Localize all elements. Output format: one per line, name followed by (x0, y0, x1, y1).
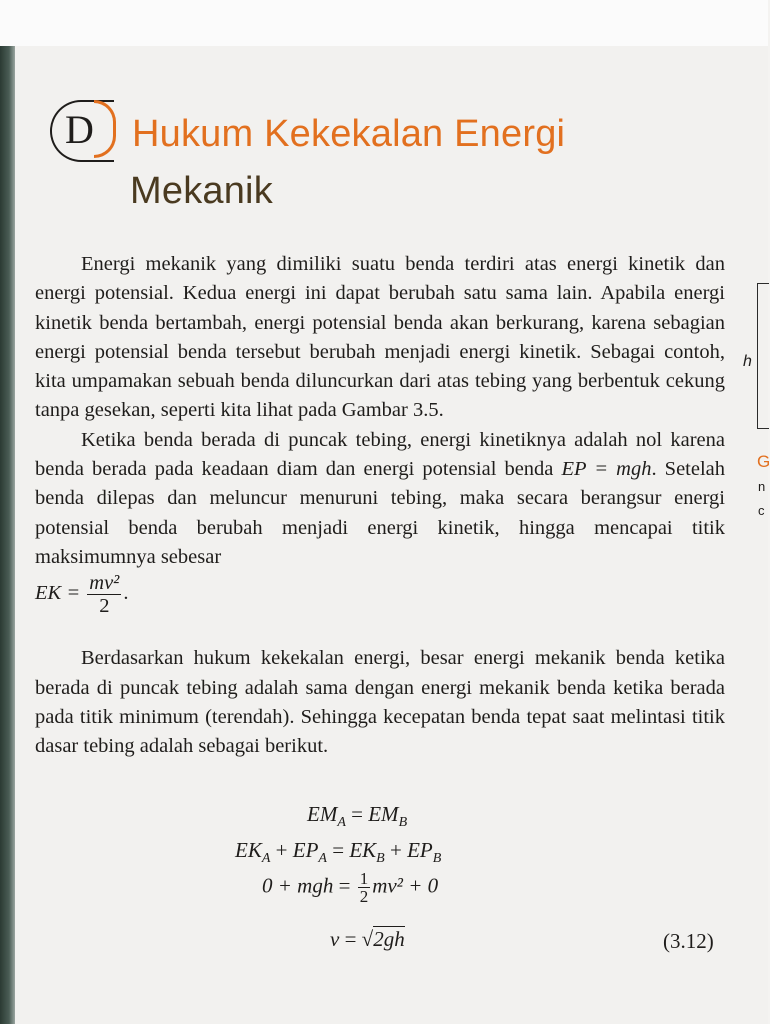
equation-2: $EK_A + EP_A = EK_B + EP_B$ (235, 838, 442, 867)
eq1-left: EM (307, 802, 338, 826)
equation-number: (3.12) (663, 929, 714, 953)
eq3-right: mv² + 0 (372, 873, 439, 898)
eq3-left: 0 + mgh (262, 873, 334, 898)
eq1-right: EM (368, 802, 399, 826)
eq2-term-d: EP (407, 838, 433, 862)
eq2-term-a: EK (235, 838, 262, 862)
ek-fraction-den: 2 (99, 595, 110, 618)
eq2-term-b-sub: A (318, 851, 327, 867)
section-title-line2: Mekanik (130, 170, 273, 212)
section-letter: D (50, 100, 114, 162)
ep-formula: EP = mgh (561, 458, 652, 481)
figure-fragment-n: n (758, 479, 766, 494)
paragraph-2-part-a: Ketika benda berada di puncak tebing, energi kinetiknya adalah nol karena benda berada pada keadaan diam dan energi potensial benda (35, 428, 725, 481)
eq3-fraction-num: 1 (359, 869, 369, 888)
ek-end: . (123, 582, 129, 605)
eq1-left-sub: A (337, 815, 346, 831)
ek-fraction (87, 572, 121, 617)
eq2-term-c: EK (349, 838, 377, 862)
eq4-right: 2gh (373, 927, 405, 951)
paragraph-gap (35, 624, 725, 644)
paragraph-2 (35, 426, 725, 572)
figure-fragment-box (757, 283, 769, 429)
paragraph-1: Energi mekanik yang dimiliki suatu benda terdiri atas energi kinetik dan energi potensial. Kedua energi ini dapat berubah satu sama lain. Apabila energi kinetik benda bertambah, energi potensial benda akan berkurang, karena sebagian energi potensial benda tersebut berubah menjadi energi kinetik. Sebagai contoh, kita umpamakan sebuah benda diluncurkan dari atas tebing yang berbentuk cekung tanpa gesekan, seperti kita lihat pada Gambar 3.5. (35, 253, 725, 422)
eq3-fraction (358, 870, 371, 905)
ek-lhs: EK = (35, 582, 81, 605)
paragraph-2-part-b: . Setelah benda dilepas dan meluncur menuruni tebing, maka secara berangsur energi potensial benda berubah menjadi energi kinetik, hingga mencapai titik maksimumnya sebesar (35, 458, 726, 568)
paragraph-3: Berdasarkan hukum kekekalan energi, besar energi mekanik benda ketika berada di puncak tebing adalah sama dengan energi mekanik benda ketika berada pada titik minimum (terendah). Sehingga kecepatan benda tepat saat melintasi titik dasar tebing adalah sebagai berikut. (35, 647, 725, 758)
eq3-fraction-den: 2 (359, 887, 369, 906)
sqrt-symbol: √ (361, 927, 374, 951)
ek-fraction-num: mv² (89, 572, 120, 595)
eq2-term-a-sub: A (261, 851, 271, 867)
eq2-term-b: EP (292, 838, 319, 862)
eq4-left: v (330, 927, 340, 951)
equation-3: 0 + mgh = $\frac{1}{2}$ mv² + 0 (262, 869, 439, 906)
ek-formula (35, 572, 725, 624)
equation-1: $EM_A = EM_B$ (307, 802, 408, 831)
section-title-line1: Hukum Kekekalan Energi (132, 113, 566, 155)
top-margin (0, 0, 768, 46)
figure-fragment-caption: G (757, 452, 770, 471)
eq2-term-d-sub: B (432, 851, 442, 867)
eq1-right-sub: B (398, 815, 408, 831)
body-text (35, 250, 725, 761)
eq2-term-c-sub: B (376, 851, 385, 867)
book-spine (0, 46, 15, 1024)
equation-4: v = √2gh (330, 927, 405, 951)
figure-fragment-c: c (758, 503, 765, 518)
figure-fragment-h: h (743, 353, 752, 370)
